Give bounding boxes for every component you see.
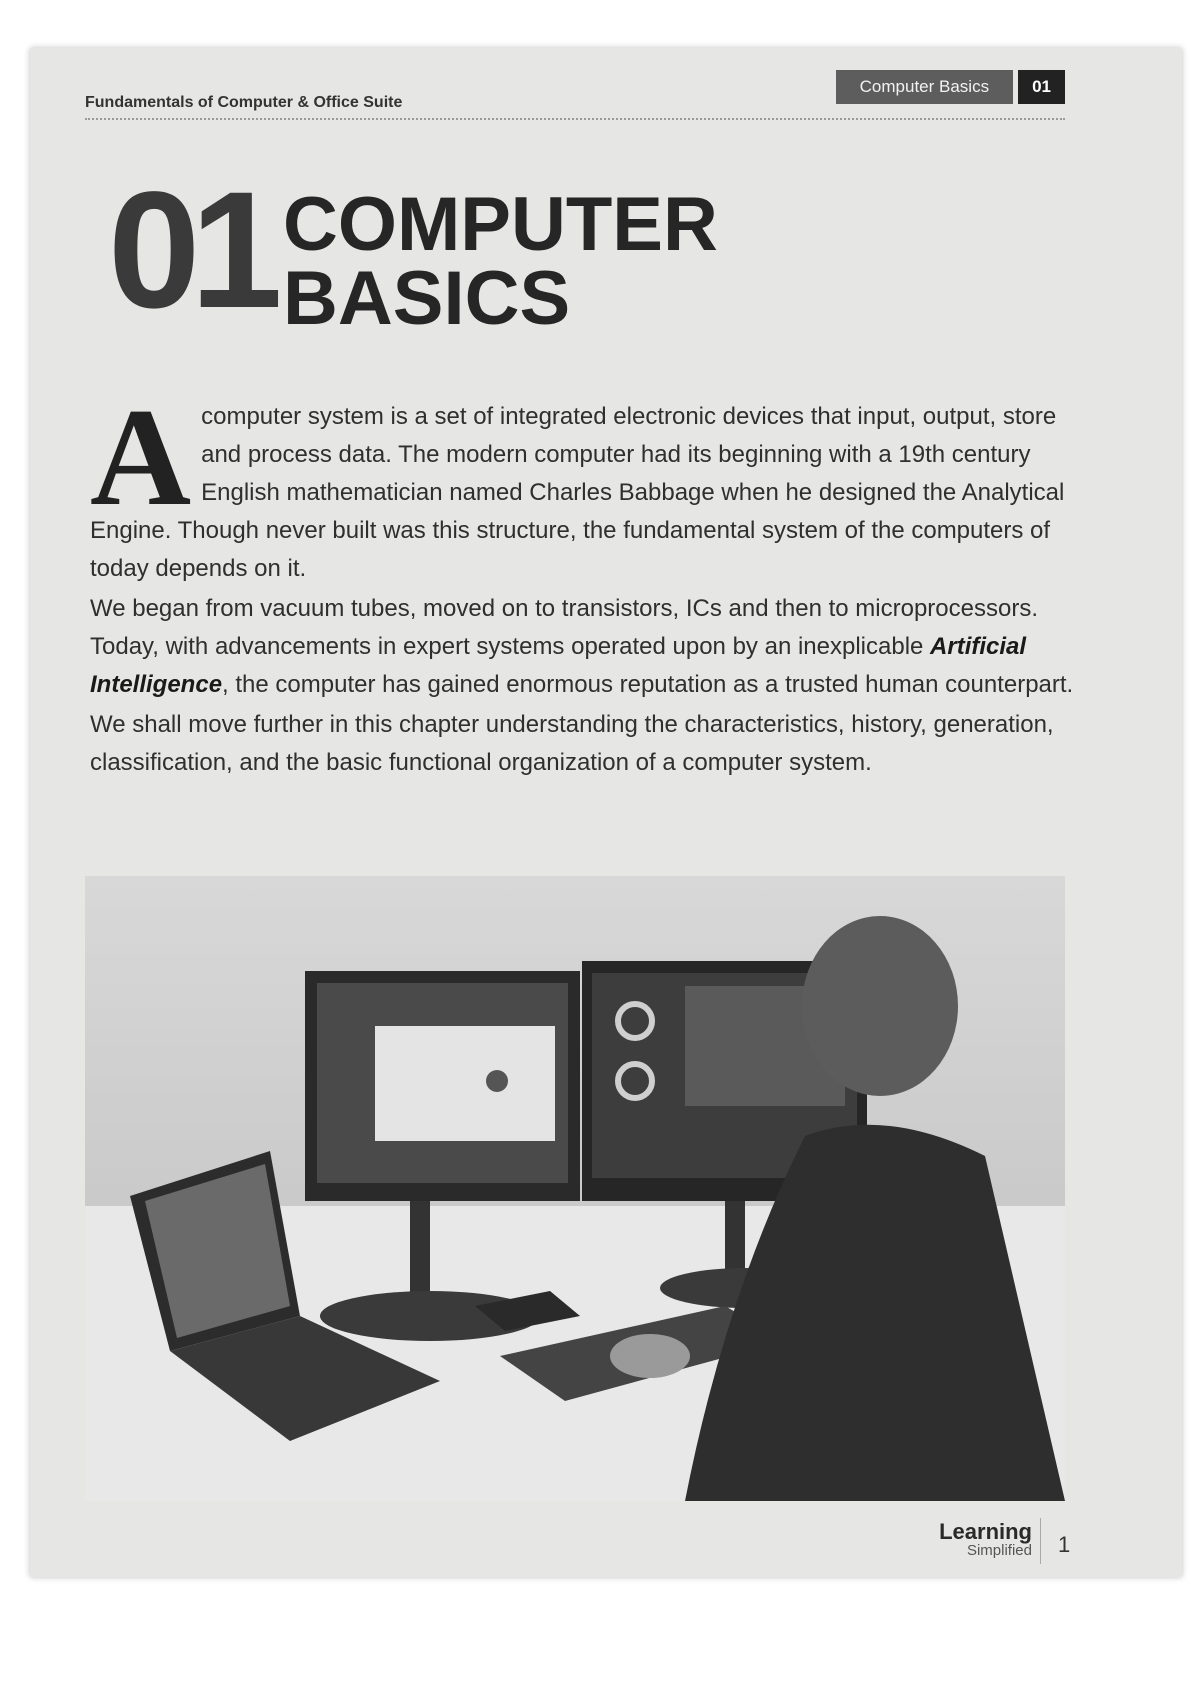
chapter-title	[283, 182, 843, 341]
drop-cap: A	[90, 380, 192, 535]
paragraph-3: We shall move further in this chapter understanding the characteristics, history, generation, classification, and the basic functional organization of a computer system.	[90, 711, 1054, 776]
chapter-intro	[90, 380, 1080, 784]
chapter-number: 01	[108, 158, 273, 343]
paragraph-1	[90, 380, 1080, 588]
page-number: 1	[1058, 1532, 1071, 1557]
footer-divider	[1040, 1518, 1041, 1564]
logo-main-text: Learning	[939, 1519, 1032, 1544]
paragraph-2-text-b: , the computer has gained enormous reputation as a trusted human counterpart.	[222, 671, 1074, 698]
book-page	[30, 48, 1182, 1577]
workstation-photo	[85, 876, 1065, 1501]
workstation-illustration	[85, 876, 1065, 1501]
chapter-title-line1: COMPUTER	[283, 182, 718, 267]
chapter-tab-label: Computer Basics	[836, 70, 1013, 104]
chapter-tab	[836, 70, 1065, 104]
paragraph-2-text-a: We began from vacuum tubes, moved on to transistors, ICs and then to microprocessors. Today, with advancements in expert systems operated upon by an inexplicable	[90, 595, 1038, 660]
publisher-logo	[932, 1521, 1032, 1559]
paragraph-1-text: computer system is a set of integrated electronic devices that input, output, store and process data. The modern computer had its beginning with a 19th century English mathematician named Charles Babbage when he designed the Analytical Engine. Though never built was this structure, the fundamental system of the computers of today depends on it.	[90, 403, 1065, 582]
running-header	[85, 68, 1065, 120]
logo-sub-text: Simplified	[966, 1542, 1032, 1559]
book-title: Fundamentals of Computer & Office Suite	[85, 94, 403, 111]
chapter-title-line2: BASICS	[283, 256, 571, 341]
chapter-tab-number: 01	[1018, 70, 1065, 104]
ai-term: Artificial Intelligence	[90, 633, 1027, 698]
paragraph-2	[90, 590, 1080, 704]
